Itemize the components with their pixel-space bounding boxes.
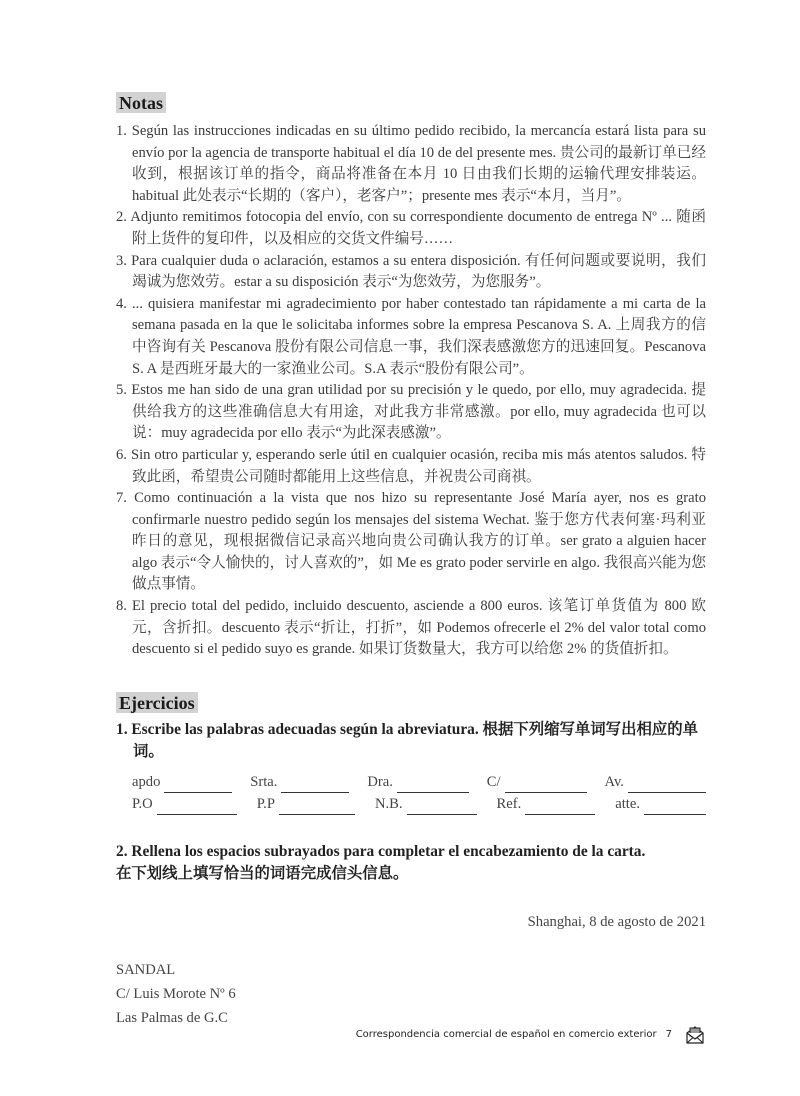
answer-blank[interactable]	[281, 778, 349, 793]
envelope-icon	[686, 1024, 704, 1044]
address-line: Las Palmas de G.C	[116, 1009, 228, 1026]
address-line: C/ Luis Morote Nº 6	[116, 985, 236, 1002]
answer-blank[interactable]	[407, 800, 477, 815]
exercise-2-title-es: 2. Rellena los espacios subrayados para completar el encabezamiento de la carta.	[116, 842, 646, 860]
abbreviation-row	[132, 793, 706, 815]
abbreviation-cell	[132, 771, 232, 793]
exercise-1-title: 1. Escribe las palabras adecuadas según la abreviatura. 根据下列缩写单词写出相应的单词。	[116, 720, 699, 760]
abbreviation-row	[132, 771, 706, 793]
answer-blank[interactable]	[525, 800, 595, 815]
abbreviation-cell	[250, 771, 349, 793]
answer-blank[interactable]	[644, 800, 706, 815]
abbreviation-cell	[605, 771, 706, 793]
abbreviation-label: apdo	[132, 773, 161, 790]
abbreviation-label: P.O	[132, 795, 153, 812]
answer-blank[interactable]	[279, 800, 355, 815]
abbreviation-label: Ref.	[496, 795, 522, 812]
abbreviation-cell	[367, 771, 469, 793]
note-item: 4. ... quisiera manifestar mi agradecimiento por haber contestado tan rápidamente a mi carta de la semana pasada en la que le solicitaba informes sobre la empresa Pescanova S. A. 上周我方的信中咨询有关 Pescanova 股份有限公司信息一事，我们深表感激您方的迅速回复。Pescanova S. A 是西班牙最大的一家渔业公司。S.A 表示“股份有限公司”。	[116, 295, 706, 377]
letter-date: Shanghai, 8 de agosto de 2021	[527, 913, 706, 930]
note-item: 7. Como continuación a la vista que nos hizo su representante José María ayer, nos es grato confirmarle nuestro pedido según los mensajes del sistema Wechat. 鉴于您方代表何塞·玛利亚昨日的意见，现根据微信记录高兴地向贵公司确认我方的订单。ser grato a alguien hacer algo 表示“令人愉快的，讨人喜欢的”，如 Me es grato poder servirle en algo. 我很高兴能为您做点事情。	[116, 490, 706, 593]
exercises-heading: Ejercicios	[116, 692, 198, 713]
abbreviation-label: N.B.	[374, 795, 403, 812]
abbreviation-label: Srta.	[250, 773, 278, 790]
notes-list	[116, 121, 706, 661]
note-item: 8. El precio total del pedido, incluido descuento, asciende a 800 euros. 该笔订单货值为 800 欧元，含折扣。descuento 表示“折让，打折”，如 Podemos ofrecerle el 2% del valor total como descuento si el pedido suyo es grande. 如果订货数量大，我方可以给您 2% 的货值折扣。	[116, 598, 706, 658]
abbreviation-cell	[257, 793, 355, 815]
abbreviation-label: C/	[486, 773, 501, 790]
note-item: 3. Para cualquier duda o aclaración, estamos a su entera disposición. 有任何问题或要说明，我们竭诚为您效劳。estar a su disposición 表示“为您效劳，为您服务”。	[116, 252, 706, 291]
exercise-2-title	[116, 841, 706, 885]
abbreviation-cell	[497, 793, 596, 815]
abbreviation-cell	[132, 793, 237, 815]
note-item: 6. Sin otro particular y, esperando serle útil en cualquier ocasión, reciba mis más atentos saludos. 特致此函，希望贵公司随时都能用上这些信息，并祝贵公司商祺。	[116, 446, 706, 485]
notes-heading: Notas	[116, 92, 166, 113]
abbreviation-label: Av.	[604, 773, 624, 790]
abbreviation-label: P.P	[256, 795, 275, 812]
page-footer	[356, 1024, 704, 1044]
answer-blank[interactable]	[157, 800, 237, 815]
abbreviation-label: atte.	[615, 795, 640, 812]
page-number: 7	[665, 1028, 672, 1040]
abbreviation-cell	[615, 793, 706, 815]
page-content	[116, 92, 706, 1030]
exercise-2-title-zh: 在下划线上填写恰当的词语完成信头信息。	[116, 864, 409, 882]
address-line: SANDAL	[116, 961, 176, 978]
abbreviation-cell	[375, 793, 477, 815]
book-title: Correspondencia comercial de español en comercio exterior	[355, 1028, 657, 1040]
abbreviation-cell	[487, 771, 587, 793]
note-item: 1. Según las instrucciones indicadas en su último pedido recibido, la mercancía estará lista para su envío por la agencia de transporte habitual el día 10 de del presente mes. 贵公司的最新订单已经收到，根据该订单的指令，商品将准备在本月 10 日由我们长期的运输代理安排装运。habitual 此处表示“长期的（客户），老客户”；presente mes 表示“本月，当月”。	[116, 123, 706, 204]
note-item: 2. Adjunto remitimos fotocopia del envío, con su correspondiente documento de entrega Nº ... 随函附上货件的复印件，以及相应的交货文件编号……	[116, 209, 706, 247]
recipient-address	[116, 958, 706, 1030]
answer-blank[interactable]	[628, 778, 706, 793]
abbreviation-grid	[116, 771, 706, 815]
answer-blank[interactable]	[164, 778, 232, 793]
answer-blank[interactable]	[397, 778, 469, 793]
answer-blank[interactable]	[505, 778, 587, 793]
abbreviation-label: Dra.	[367, 773, 393, 790]
note-item: 5. Estos me han sido de una gran utilidad por su precisión y le quedo, por ello, muy agradecida. 提供给我方的这些准确信息大有用途，对此我方非常感激。por ello, muy agradecida 也可以说：muy agradecida por ello 表示“为此深表感激”。	[116, 382, 706, 442]
